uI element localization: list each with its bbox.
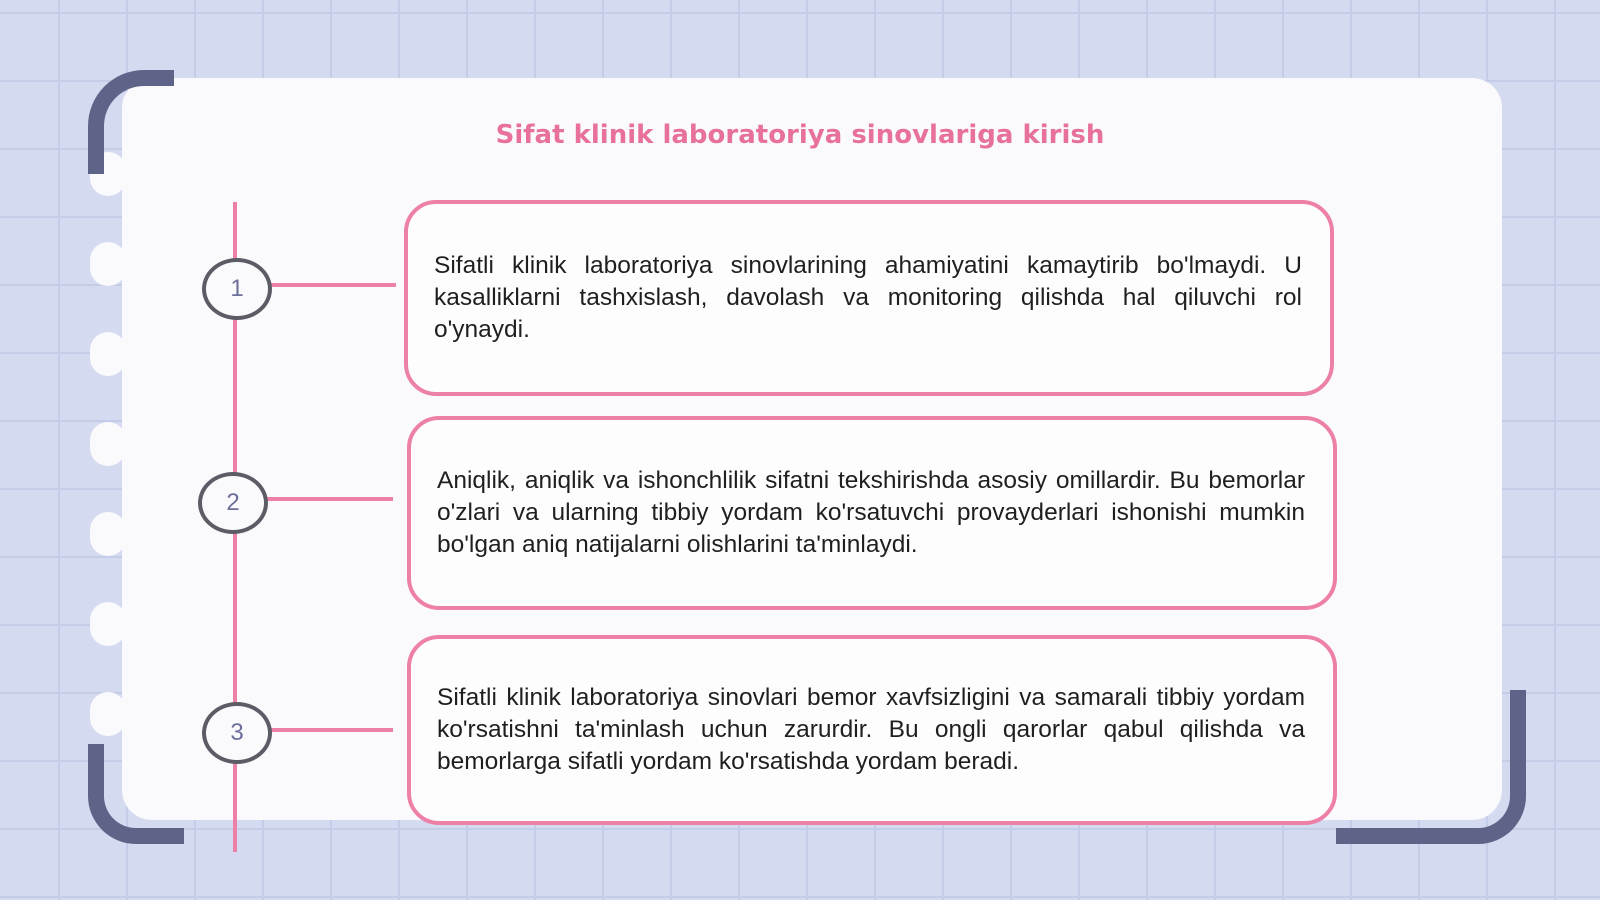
step-box-3 xyxy=(407,635,1337,825)
slide-title: Sifat klinik laboratoriya sinovlariga kirish xyxy=(495,120,1105,150)
step-text-1: Sifatli klinik laboratoriya sinovlarining ahamiyatini kamaytirib bo'lmaydi. U kasalliklarni tashxislash, davolash va monitoring qilishda hal qiluvchi rol o'ynaydi. xyxy=(434,252,1302,343)
step-number-2: 2 xyxy=(198,472,268,534)
card-tab xyxy=(90,602,126,646)
corner-bracket-bottom-left xyxy=(88,744,184,844)
step-number-3: 3 xyxy=(202,702,272,764)
step-box-1 xyxy=(404,200,1334,396)
timeline-connector xyxy=(266,728,393,732)
card-tab xyxy=(90,422,126,466)
card-tab xyxy=(90,692,126,736)
card-tab xyxy=(90,242,126,286)
card-tab xyxy=(90,512,126,556)
timeline-connector xyxy=(262,497,393,501)
card-tab xyxy=(90,332,126,376)
timeline-connector xyxy=(266,283,396,287)
step-number-1: 1 xyxy=(202,258,272,320)
step-text-3: Sifatli klinik laboratoriya sinovlari bemor xavfsizligini va samarali tibbiy yordam ko'rsatishni ta'minlash uchun zarurdir. Bu ongli qarorlar qabul qilishda va bemorlarga sifatli yordam ko'rsatishda yordam beradi. xyxy=(437,684,1305,775)
corner-bracket-bottom-right xyxy=(1336,690,1526,844)
step-box-2 xyxy=(407,416,1337,610)
step-text-2: Aniqlik, aniqlik va ishonchlilik sifatni tekshirishda asosiy omillardir. Bu bemorlar o'zlari va ularning tibbiy yordam ko'rsatuvchi provayderlari ishonishi mumkin bo'lgan aniq natijalarni olishlarini ta'minlaydi. xyxy=(437,467,1305,558)
